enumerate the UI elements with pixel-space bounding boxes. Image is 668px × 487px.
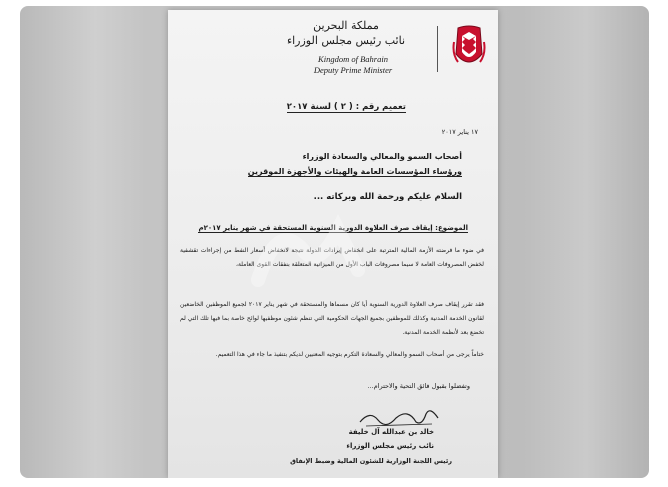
signatory-title-2: رئيس اللجنة الوزارية للشئون المالية وضبط الإنفاق bbox=[290, 457, 452, 465]
header-divider bbox=[437, 26, 438, 72]
handwritten-signature bbox=[356, 404, 442, 430]
signatory-title-1: نائب رئيس مجلس الوزراء bbox=[346, 442, 434, 450]
bahrain-crest-icon bbox=[452, 24, 486, 72]
photo-frame bbox=[20, 6, 649, 478]
addressee-line1: أصحاب السمو والمعالي والسعادة الوزراء bbox=[302, 152, 462, 161]
addressee-line2: ورؤساء المؤسسات العامة والهيئات والأجهزة الموقرين bbox=[247, 167, 462, 176]
header-arabic bbox=[276, 18, 416, 48]
paragraph-2: فقد تقرر إيقاف صرف العلاوة الدورية السنوية أيا كان مسماها والمستحقة في شهر يناير ٢٠١٧ لجميع الموظفين الخاضعين لقانون الخدمة المدنية وكذلك للموظفين بجميع الجهات الحكومية التي تنظم شئون موظفيها لوائح خاصة بما فيها تلك التي لم تخضع بعد لأنظمة الخدمة المدنية. bbox=[180, 301, 485, 336]
paragraph-3: ختاماً يرجى من أصحاب السمو والمعالي والسعادة التكرم بتوجيه المعنيين لديكم بتنفيذ ما جاء في هذا التعميم. bbox=[215, 351, 484, 358]
header-english bbox=[278, 54, 428, 76]
paragraph-1: في ضوء ما فرضته الأزمة المالية المترتبة على انخفاض إيرادات الدولة نتيجة لانخفاض أسعار النفط من إجراءات تقشفية لخفض المصروفات العامة لا سيما مصروفات الباب الأول من الميزانية المتعلقة بنفقات القوى العاملة، bbox=[180, 247, 484, 268]
closing-line: وتفضلوا بقبول فائق التحية والاحترام... bbox=[367, 382, 470, 390]
header-english-line2: Deputy Prime Minister bbox=[313, 65, 393, 75]
circular-number: تعميم رقم : ( ٢ ) لسنة ٢٠١٧ bbox=[286, 102, 406, 112]
watermark-logo bbox=[248, 210, 368, 300]
header-arabic-line1: مملكة البحرين bbox=[313, 19, 379, 32]
subject-line: الموضوع: إيقاف صرف العلاوة الدورية السنوية المستحقة في شهر يناير ٢٠١٧م bbox=[198, 224, 468, 232]
greeting: السلام عليكم ورحمة الله وبركاته ... bbox=[313, 192, 462, 202]
document-date: ١٧ يناير ٢٠١٧ bbox=[441, 128, 478, 136]
header-arabic-line2: نائب رئيس مجلس الوزراء bbox=[286, 34, 406, 47]
document-page bbox=[168, 10, 498, 478]
signatory-name: خالد بن عبدالله آل خليفة bbox=[348, 428, 434, 436]
header-english-line1: Kingdom of Bahrain bbox=[318, 54, 388, 64]
